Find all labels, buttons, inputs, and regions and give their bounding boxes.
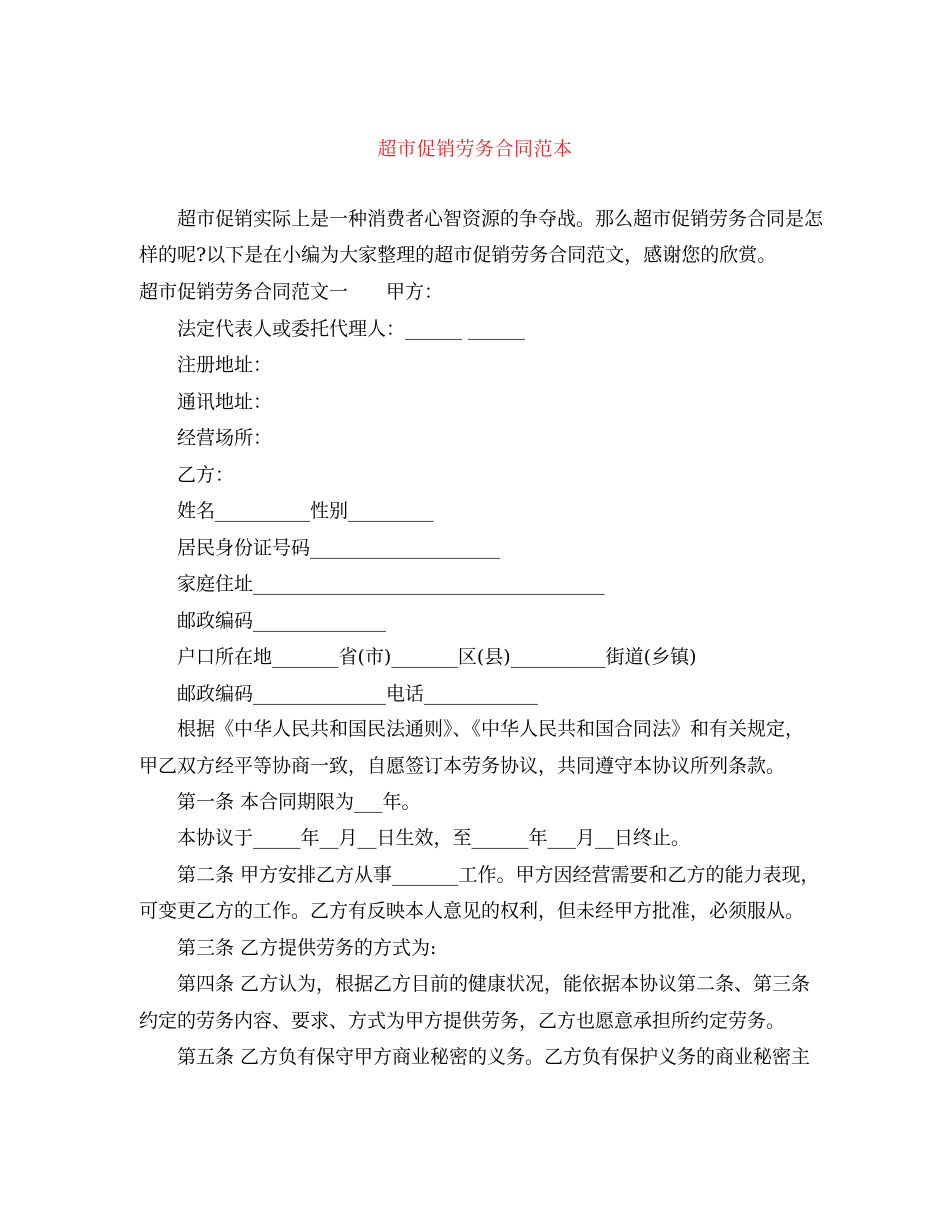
- form-line: 家庭住址_____________________________________: [177, 573, 605, 595]
- document-title: 超市促销劳务合同范本: [377, 138, 573, 160]
- paragraph-line: 可变更乙方的工作。乙方有反映本人意见的权利，但未经甲方批准，必须服从。: [139, 900, 805, 922]
- form-line: 户口所在地_______省(市)_______区(县)__________街道(乡镇): [177, 646, 697, 668]
- form-line: 乙方：: [177, 464, 235, 486]
- paragraph-line: 约定的劳务内容、要求、方式为甲方提供劳务，乙方也愿意承担所约定劳务。: [139, 1010, 786, 1032]
- paragraph-line: 超市促销实际上是一种消费者心智资源的争夺战。那么超市促销劳务合同是怎: [177, 208, 824, 230]
- paragraph-line: 第一条 本合同期限为___年。: [177, 791, 421, 813]
- paragraph-line: 样的呢?以下是在小编为大家整理的超市促销劳务合同范文，感谢您的欣赏。: [139, 244, 777, 266]
- section-heading-line: 超市促销劳务合同范文一 甲方：: [139, 281, 444, 303]
- paragraph-line: 第二条 甲方安排乙方从事_______工作。甲方因经营需要和乙方的能力表现，: [177, 864, 820, 886]
- form-line: 法定代表人或委托代理人：______ ______: [177, 318, 526, 340]
- form-line: 通讯地址：: [177, 391, 273, 413]
- form-line: 居民身份证号码____________________: [177, 537, 501, 559]
- form-line: 经营场所：: [177, 427, 273, 449]
- paragraph-line: 根据《中华人民共和国民法通则》、《中华人民共和国合同法》和有关规定，: [177, 718, 805, 740]
- form-line: 姓名__________性别_________: [177, 500, 434, 522]
- paragraph-line: 第五条 乙方负有保守甲方商业秘密的义务。乙方负有保护义务的商业秘密主: [177, 1046, 811, 1068]
- form-line: 邮政编码______________: [177, 610, 387, 632]
- paragraph-line: 甲乙双方经平等协商一致，自愿签订本劳务协议，共同遵守本协议所列条款。: [139, 755, 786, 777]
- form-line: 邮政编码______________电话____________: [177, 683, 539, 705]
- paragraph-line: 第四条 乙方认为，根据乙方目前的健康状况，能依据本协议第二条、第三条: [177, 973, 811, 995]
- paragraph-line: 本协议于_____年__月__日生效，至______年___月__日终止。: [177, 827, 691, 849]
- form-line: 注册地址：: [177, 354, 273, 376]
- paragraph-line: 第三条 乙方提供劳务的方式为:: [177, 937, 437, 959]
